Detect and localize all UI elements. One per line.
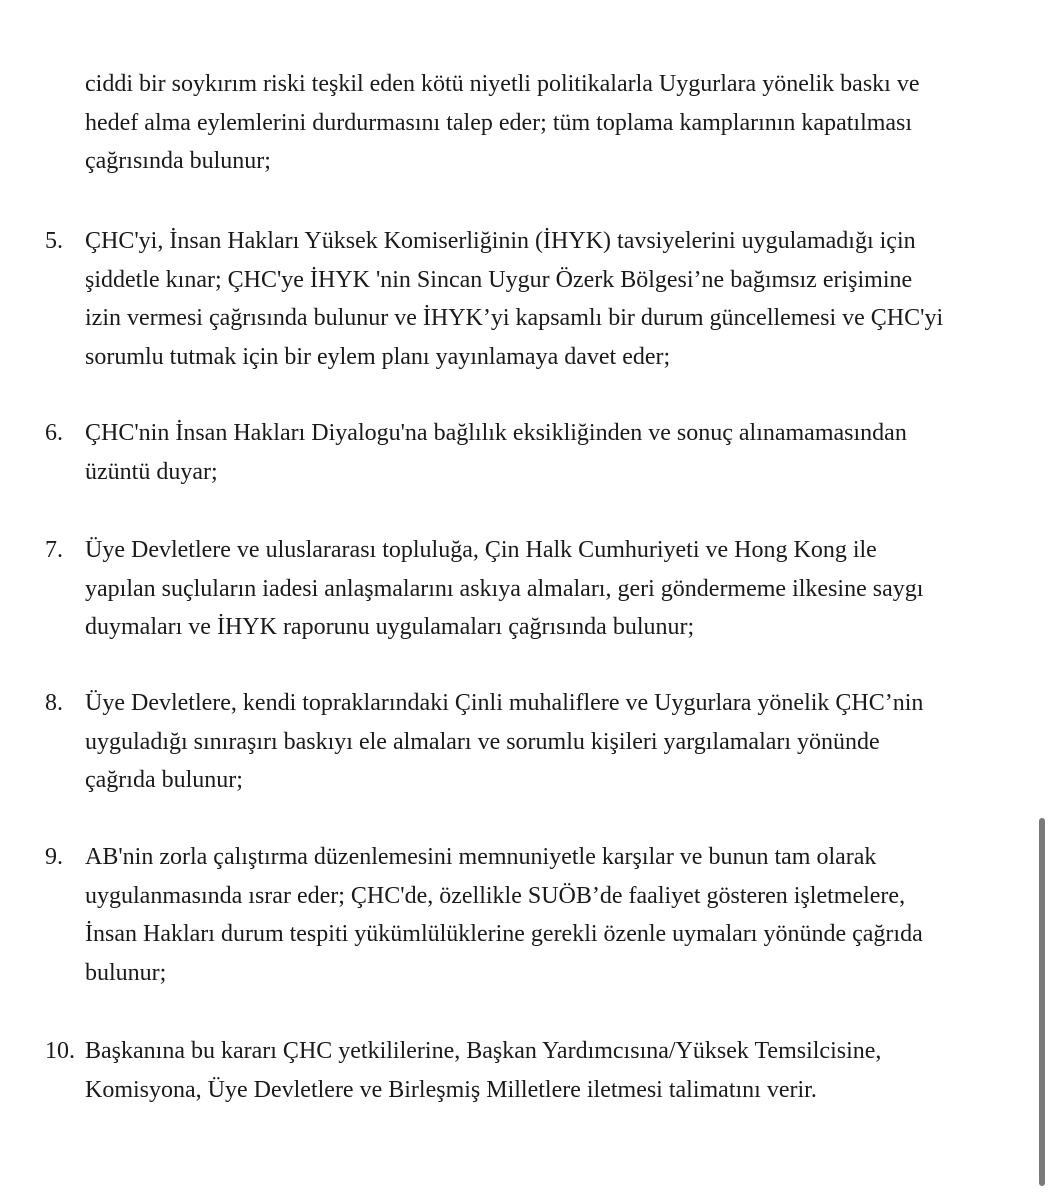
text-line: uygulanmasında ısrar eder; ÇHC'de, özellikle SUÖB’de faaliyet gösteren işletmelere,	[85, 882, 906, 909]
vertical-scrollbar-thumb[interactable]	[1039, 818, 1045, 1186]
text-line: çağrıda bulunur;	[85, 767, 243, 793]
item-number: 7.	[45, 537, 63, 563]
item-number: 5.	[45, 228, 63, 254]
text-line: Başkanına bu kararı ÇHC yetkililerine, Başkan Yardımcısına/Yüksek Temsilcisine,	[85, 1038, 882, 1064]
item-number: 8.	[45, 690, 63, 716]
item-number: 9.	[45, 844, 63, 870]
text-line: Üye Devletlere, kendi topraklarındaki Çinli muhaliflere ve Uygurlara yönelik ÇHC’nin	[85, 690, 924, 716]
text-line: sorumlu tutmak için bir eylem planı yayınlamaya davet eder;	[85, 343, 671, 370]
text-line: Komisyona, Üye Devletlere ve Birleşmiş Milletlere iletmesi talimatını verir.	[85, 1076, 817, 1103]
list-item-7	[45, 531, 1015, 647]
text-line: Üye Devletlere ve uluslararası topluluğa, Çin Halk Cumhuriyeti ve Hong Kong ile	[85, 537, 877, 563]
text-line: üzüntü duyar;	[85, 458, 218, 485]
text-line: çağrısında bulunur;	[85, 148, 271, 174]
text-line: bulunur;	[85, 959, 167, 986]
list-item-9	[45, 838, 1015, 992]
list-item-10	[45, 1032, 1015, 1109]
text-line: izin vermesi çağrısında bulunur ve İHYK’yi kapsamlı bir durum güncellemesi ve ÇHC'yi	[85, 305, 944, 331]
text-line: uyguladığı sınıraşırı baskıyı ele almaları ve sorumlu kişileri yargılamaları yönünde	[85, 728, 880, 755]
list-item-6	[45, 414, 1015, 491]
text-line: ciddi bir soykırım riski teşkil eden kötü niyetli politikalarla Uygurlara yönelik baskı ve	[85, 71, 920, 97]
item-number: 10.	[45, 1038, 75, 1064]
paragraph-continuation	[85, 65, 1015, 181]
text-line: şiddetle kınar; ÇHC'ye İHYK 'nin Sincan Uygur Özerk Bölgesi’ne bağımsız erişimine	[85, 266, 913, 293]
text-line: İnsan Hakları durum tespiti yükümlülüklerine gerekli özenle uymaları yönünde çağrıda	[85, 921, 923, 947]
list-item-5	[45, 222, 1015, 376]
text-line: hedef alma eylemlerini durdurmasını talep eder; tüm toplama kamplarının kapatılması	[85, 109, 913, 136]
text-line: AB'nin zorla çalıştırma düzenlemesini memnuniyetle karşılar ve bunun tam olarak	[85, 844, 877, 870]
text-line: yapılan suçluların iadesi anlaşmalarını askıya almaları, geri göndermeme ilkesine saygı	[85, 575, 924, 602]
item-number: 6.	[45, 420, 63, 446]
list-item-8	[45, 684, 1015, 800]
text-line: ÇHC'nin İnsan Hakları Diyalogu'na bağlılık eksikliğinden ve sonuç alınamamasından	[85, 420, 907, 446]
text-line: duymaları ve İHYK raporunu uygulamaları çağrısında bulunur;	[85, 614, 695, 640]
text-line: ÇHC'yi, İnsan Hakları Yüksek Komiserliğinin (İHYK) tavsiyelerini uygulamadığı için	[85, 228, 916, 254]
